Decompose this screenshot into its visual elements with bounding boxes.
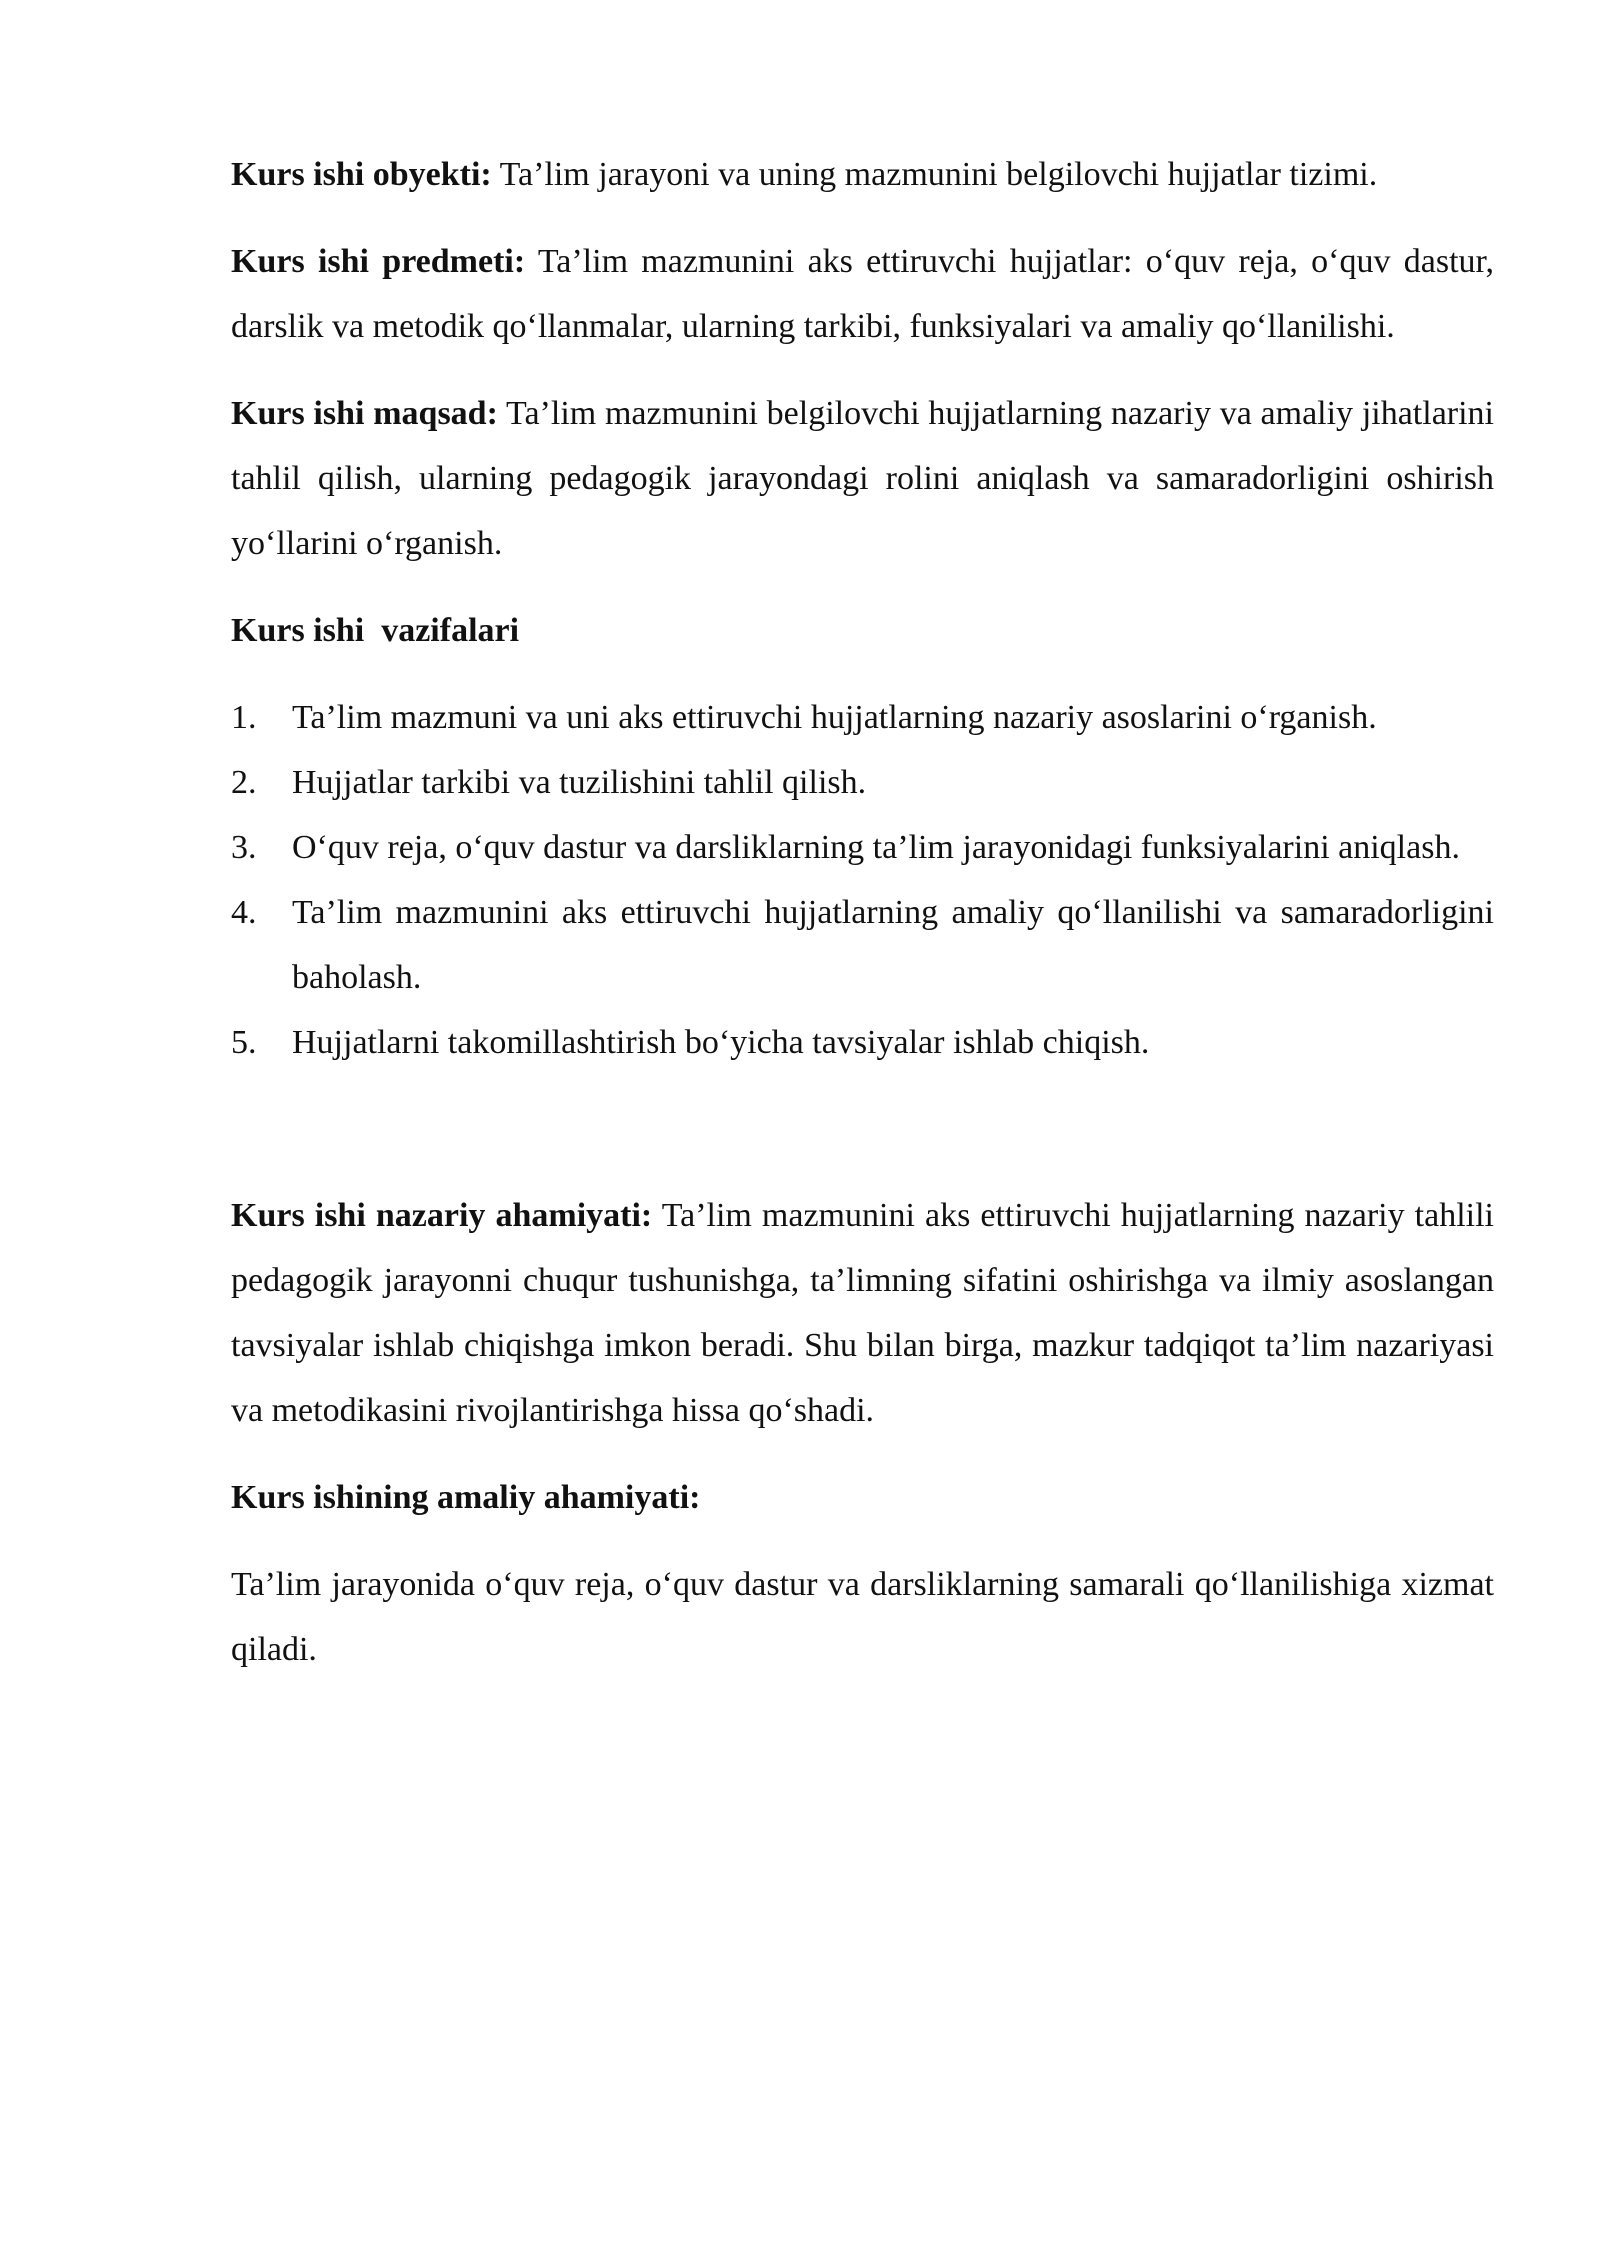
object-text: Ta’lim jarayoni va uning mazmunini belgilovchi hujjatlar tizimi. [491, 156, 1378, 193]
object-paragraph [231, 142, 1494, 207]
list-item-number: 1. [231, 699, 257, 736]
list-item-number: 4. [231, 894, 257, 931]
list-item-text: Ta’lim mazmunini aks ettiruvchi hujjatlarning amaliy qo‘llanilishi va samaradorligini baholash. [292, 894, 1494, 996]
subject-label: Kurs ishi predmeti: [231, 243, 526, 280]
theoretical-paragraph [231, 1183, 1494, 1443]
theoretical-label: Kurs ishi nazariy ahamiyati: [231, 1197, 653, 1234]
list-item-number: 5. [231, 1024, 257, 1061]
theoretical-text: Ta’lim mazmunini aks ettiruvchi hujjatlarning nazariy tahlili pedagogik jarayonni chuqur tushunishga, ta’limning sifatini oshirishga va ilmiy asoslangan tavsiyalar ishlab chiqishga imkon beradi. Shu bilan birga, mazkur tadqiqot ta’lim nazariyasi va metodikasini rivojlantirishga hissa qo‘shadi. [231, 1197, 1494, 1429]
list-item-number: 3. [231, 829, 257, 866]
list-item-text: Hujjatlar tarkibi va tuzilishini tahlil qilish. [292, 764, 867, 801]
list-item-text: Ta’lim mazmuni va uni aks ettiruvchi hujjatlarning nazariy asoslarini o‘rganish. [292, 699, 1377, 736]
list-item [231, 815, 1494, 880]
goal-paragraph [231, 381, 1494, 576]
document-page [231, 142, 1494, 1704]
list-item-text: O‘quv reja, o‘quv dastur va darsliklarning ta’lim jarayonidagi funksiyalarini aniqlash. [292, 829, 1460, 866]
goal-text: Ta’lim mazmunini belgilovchi hujjatlarning nazariy va amaliy jihatlarini tahlil qilish, ularning pedagogik jarayondagi rolini aniqlash va samaradorligini oshirish yo‘llarini o‘rganish. [231, 395, 1494, 562]
list-item-number: 2. [231, 764, 257, 801]
tasks-heading: Kurs ishi vazifalari [231, 612, 520, 649]
list-item [231, 1010, 1494, 1075]
section-spacer [231, 1075, 1494, 1183]
list-item-text: Hujjatlarni takomillashtirish bo‘yicha tavsiyalar ishlab chiqish. [292, 1024, 1150, 1061]
goal-label: Kurs ishi maqsad: [231, 395, 498, 432]
tasks-list [231, 685, 1494, 1075]
practical-paragraph: Ta’lim jarayonida o‘quv reja, o‘quv dastur va darsliklarning samarali qo‘llanilishiga xizmat qiladi. [231, 1566, 1494, 1668]
object-label: Kurs ishi obyekti: [231, 156, 492, 193]
subject-text: Ta’lim mazmunini aks ettiruvchi hujjatlar: o‘quv reja, o‘quv dastur, darslik va metodik qo‘llanmalar, ularning tarkibi, funksiyalari va amaliy qo‘llanilishi. [231, 243, 1494, 345]
list-item [231, 685, 1494, 750]
subject-paragraph [231, 229, 1494, 359]
list-item [231, 750, 1494, 815]
practical-heading: Kurs ishining amaliy ahamiyati: [231, 1479, 701, 1516]
list-item [231, 880, 1494, 1010]
